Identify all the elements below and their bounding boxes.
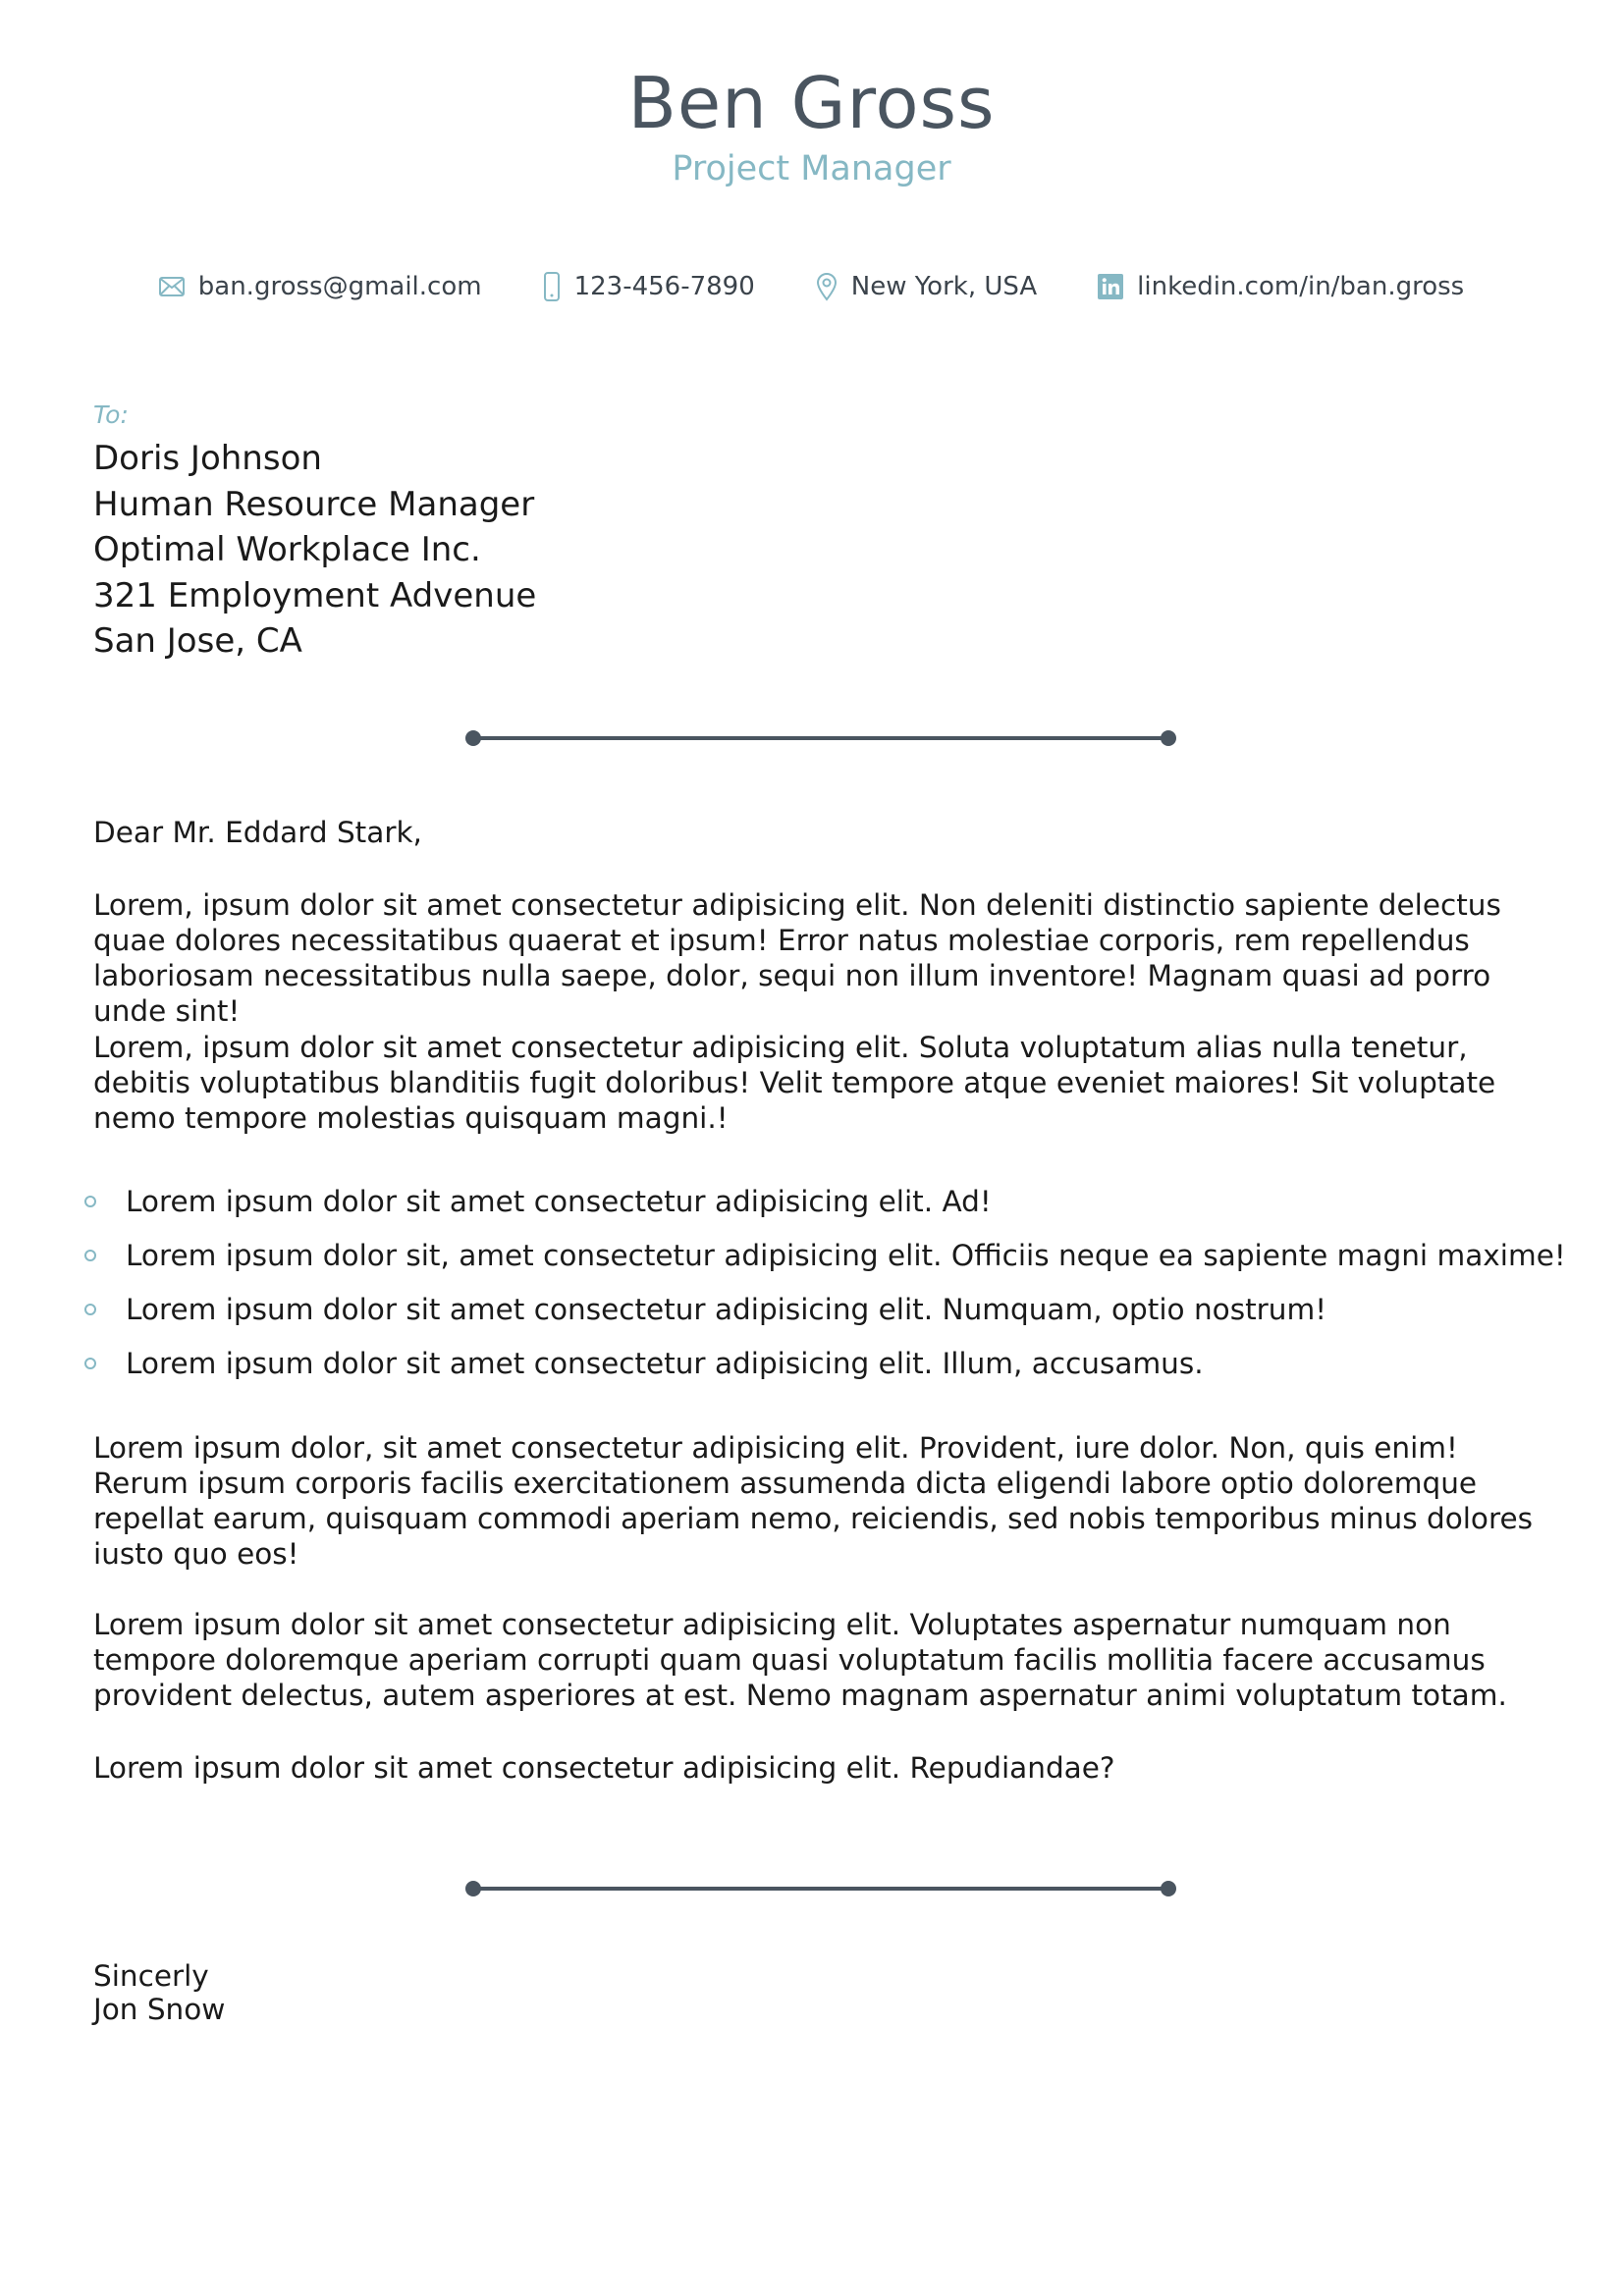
phone-text: 123-456-7890 (573, 272, 755, 301)
list-item-text: Lorem ipsum dolor sit, amet consectetur adipisicing elit. Officiis neque ea sapiente magni maxime! (126, 1239, 1566, 1272)
list-item (84, 1184, 1557, 1238)
linkedin-icon (1098, 274, 1123, 299)
list-item (84, 1292, 1557, 1346)
contact-linkedin[interactable] (1098, 272, 1464, 301)
letter-paragraph: Lorem, ipsum dolor sit amet consectetur adipisicing elit. Non deleniti distinctio sapiente delectus quae dolores necessitatibus quaerat et ipsum! Error natus molestiae corporis, rem repellendus laboriosam necessitatibus nulla saepe, dolor, sequi non illum inventore! Magnam quasi ad porro unde sint! (93, 888, 1501, 1028)
bullet-circle-icon (84, 1196, 96, 1207)
location-pin-icon (816, 272, 838, 301)
closing-salutation: Sincerly (93, 1959, 209, 1993)
contact-row (0, 265, 1623, 308)
letter-paragraph: Lorem ipsum dolor sit amet consectetur adipisicing elit. Voluptates aspernatur numquam non tempore doloremque aperiam corrupti quam quasi voluptatum facilis mollitia facere accusamus provident delectus, autem asperiores at est. Nemo magnam aspernatur animi voluptatum totam. (93, 1608, 1507, 1712)
envelope-icon (159, 277, 185, 296)
contact-email[interactable] (159, 272, 482, 301)
letter-paragraph: Lorem ipsum dolor sit amet consectetur adipisicing elit. Repudiandae? (93, 1751, 1115, 1785)
recipient-title: Human Resource Manager (93, 484, 535, 524)
location-text: New York, USA (850, 272, 1038, 301)
letter-paragraph: Lorem ipsum dolor, sit amet consectetur adipisicing elit. Provident, iure dolor. Non, quis enim! Rerum ipsum corporis facilis exercitationem assumenda dicta eligendi labore optio doloremque repellat earum, quisquam commodi aperiam nemo, reiciendis, sed nobis temporibus minus dolores iusto quo eos! (93, 1431, 1533, 1571)
linkedin-text: linkedin.com/in/ban.gross (1137, 272, 1465, 301)
list-item-text: Lorem ipsum dolor sit amet consectetur adipisicing elit. Numquam, optio nostrum! (126, 1293, 1327, 1326)
letter-greeting: Dear Mr. Eddard Stark, (93, 816, 422, 849)
recipient-name: Doris Johnson (93, 439, 322, 478)
recipient-street: 321 Employment Advenue (93, 575, 537, 615)
list-item (84, 1346, 1557, 1400)
recipient-company: Optimal Workplace Inc. (93, 530, 481, 569)
recipient-city: San Jose, CA (93, 621, 302, 661)
bullet-circle-icon (84, 1250, 96, 1261)
bullet-list (84, 1184, 1566, 1400)
applicant-role: Project Manager (672, 149, 951, 188)
section-divider (464, 1879, 1177, 1898)
signature-name: Jon Snow (93, 1993, 226, 2026)
email-text: ban.gross@gmail.com (197, 272, 482, 301)
closing-block (93, 1959, 225, 2026)
applicant-name: Ben Gross (627, 62, 996, 144)
contact-location (816, 272, 1037, 301)
to-label: To: (93, 400, 129, 429)
contact-phone[interactable] (543, 272, 755, 301)
letter-paragraph: Lorem, ipsum dolor sit amet consectetur adipisicing elit. Soluta voluptatum alias nulla tenetur, debitis voluptatibus blanditiis fugit doloribus! Velit tempore atque eveniet maiores! Sit voluptate nemo tempore molestias quisquam magni.! (93, 1031, 1496, 1135)
phone-icon (543, 272, 561, 301)
list-item (84, 1238, 1566, 1292)
list-item-text: Lorem ipsum dolor sit amet consectetur adipisicing elit. Illum, accusamus. (126, 1347, 1204, 1380)
bullet-circle-icon (84, 1358, 96, 1369)
section-divider (464, 728, 1177, 748)
bullet-circle-icon (84, 1304, 96, 1315)
recipient-block (93, 436, 536, 665)
list-item-text: Lorem ipsum dolor sit amet consectetur adipisicing elit. Ad! (126, 1185, 992, 1218)
